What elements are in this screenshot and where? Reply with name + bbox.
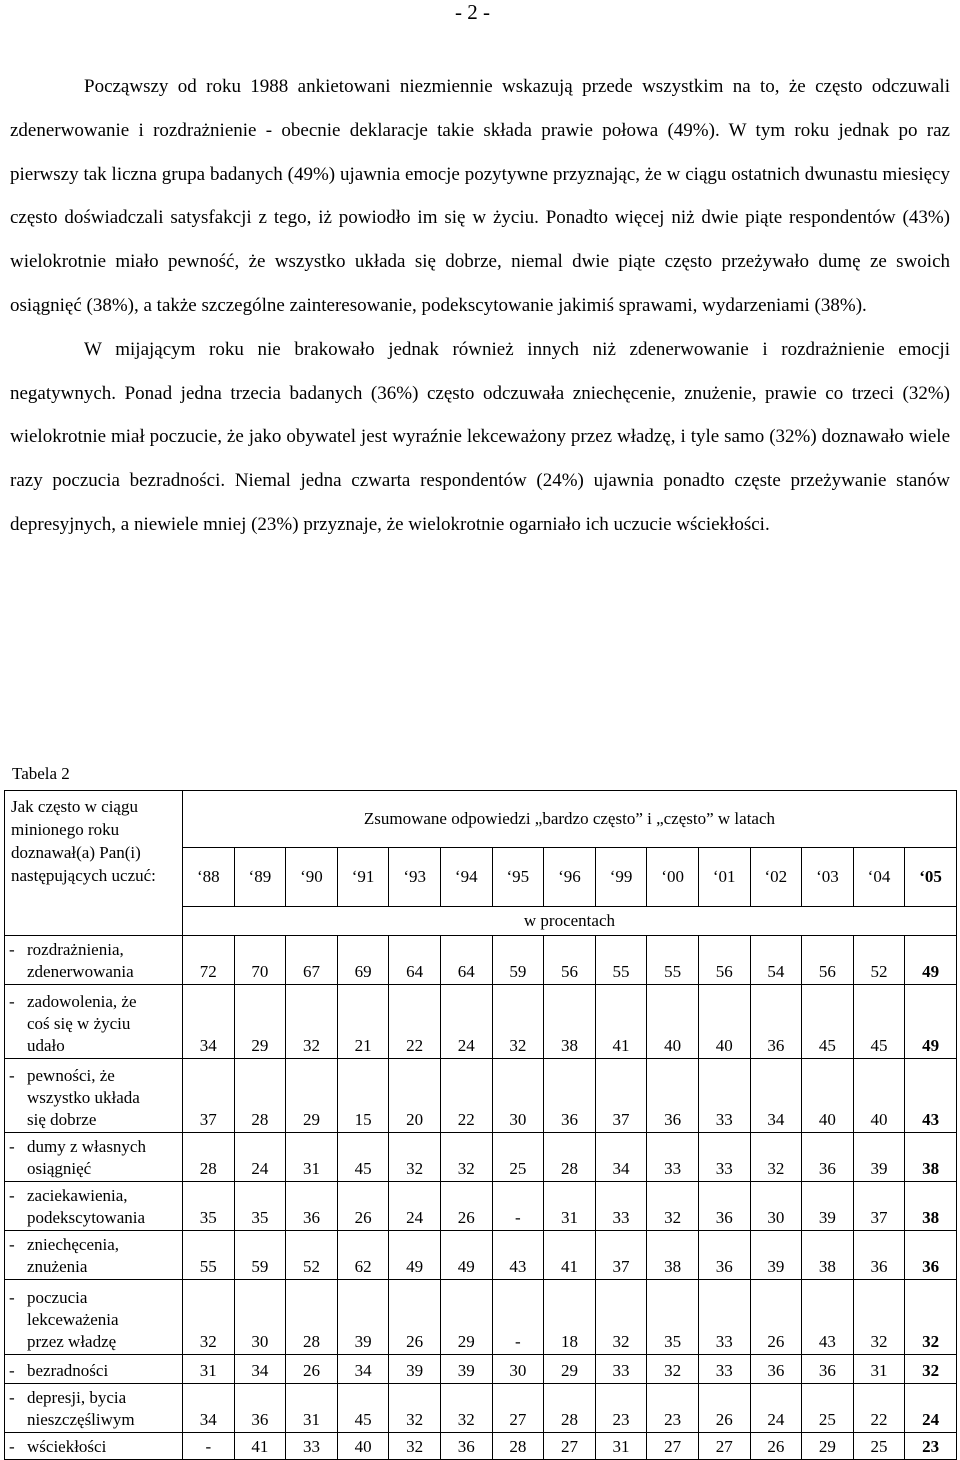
table-cell: 41 xyxy=(234,1433,286,1460)
paragraph-2: W mijającym roku nie brakowało jednak również innych niż zdenerwowanie i rozdrażnienie emocji negatywnych. Ponad jedna trzecia badanych (36%) często odczuwała zniechęcenie, znużenie, prawie co trzeci (32%) wielokrotnie miał poczucie, że jako obywatel jest wyraźnie lekceważony przez władzę, i tyle samo (32%) doznawało wiele razy poczucia bezradności. Niemal jedna czwarta respondentów (24%) ujawnia ponadto częste przeżywanie stanów depresyjnych, a niewiele mniej (23%) przyznaje, że wielokrotnie ogarniało ich uczucie wściekłości. xyxy=(10,338,950,535)
table-cell: 39 xyxy=(440,1355,492,1384)
table-cell: 38 xyxy=(647,1231,699,1280)
table-cell: 38 xyxy=(905,1133,957,1182)
table-cell: 59 xyxy=(492,936,544,985)
table-cell: 31 xyxy=(183,1355,235,1384)
table-cell: 32 xyxy=(750,1133,802,1182)
table-cell: 32 xyxy=(389,1433,441,1460)
table-cell: 56 xyxy=(544,936,596,985)
row-label-line: rozdrażnienia, xyxy=(27,940,124,959)
table-cell: 40 xyxy=(647,985,699,1059)
row-dash: - xyxy=(9,1137,15,1156)
data-table xyxy=(4,790,957,1460)
table-cell: 31 xyxy=(853,1355,905,1384)
row-label-line: podekscytowania xyxy=(27,1208,146,1227)
table-row xyxy=(5,1433,957,1460)
year-header: ‘01 xyxy=(698,848,750,907)
table-cell: 49 xyxy=(905,985,957,1059)
table-cell: 62 xyxy=(337,1231,389,1280)
table-cell: 49 xyxy=(389,1231,441,1280)
table-cell: 28 xyxy=(286,1280,338,1355)
row-dash: - xyxy=(9,940,15,959)
table-cell: 41 xyxy=(595,985,647,1059)
table-cell: 31 xyxy=(286,1384,338,1433)
table-cell: 36 xyxy=(853,1231,905,1280)
table-cell: 15 xyxy=(337,1059,389,1133)
row-label-line: zaciekawienia, xyxy=(27,1186,128,1205)
table-cell: 28 xyxy=(183,1133,235,1182)
table-cell: 32 xyxy=(440,1133,492,1182)
table-cell: 32 xyxy=(595,1280,647,1355)
stub-header: Jak często w ciągu minionego roku doznawał(a) Pan(i) następujących uczuć: xyxy=(5,791,183,936)
table-row xyxy=(5,1355,957,1384)
table-cell: 29 xyxy=(286,1059,338,1133)
table-cell: 26 xyxy=(337,1182,389,1231)
table-cell: 30 xyxy=(492,1355,544,1384)
row-label xyxy=(5,985,183,1059)
table-row xyxy=(5,985,957,1059)
year-header: ‘05 xyxy=(905,848,957,907)
row-dash: - xyxy=(9,1066,15,1085)
table-cell: 25 xyxy=(802,1384,854,1433)
table-cell: 28 xyxy=(544,1384,596,1433)
table-cell: 27 xyxy=(492,1384,544,1433)
row-label-line: znużenia xyxy=(27,1257,88,1276)
table-cell: 40 xyxy=(802,1059,854,1133)
table-cell: 31 xyxy=(286,1133,338,1182)
table-cell: 32 xyxy=(647,1182,699,1231)
table-cell: 34 xyxy=(750,1059,802,1133)
table-cell: 32 xyxy=(389,1133,441,1182)
table-cell: 41 xyxy=(544,1231,596,1280)
table-cell: 29 xyxy=(802,1433,854,1460)
table-cell: 36 xyxy=(234,1384,286,1433)
year-header: ‘02 xyxy=(750,848,802,907)
table-cell: 25 xyxy=(853,1433,905,1460)
table-cell: 30 xyxy=(492,1059,544,1133)
table-cell: 36 xyxy=(750,1355,802,1384)
table-cell: 24 xyxy=(389,1182,441,1231)
table-cell: 27 xyxy=(544,1433,596,1460)
table-cell: 40 xyxy=(698,985,750,1059)
table-cell: - xyxy=(492,1280,544,1355)
year-header: ‘93 xyxy=(389,848,441,907)
row-dash: - xyxy=(9,1288,15,1307)
table-cell: 39 xyxy=(853,1133,905,1182)
table-cell: 40 xyxy=(853,1059,905,1133)
row-label xyxy=(5,1231,183,1280)
table-cell: 26 xyxy=(750,1280,802,1355)
paragraph-1: Począwszy od roku 1988 ankietowani niezmiennie wskazują przede wszystkim na to, że często odczuwali zdenerwowanie i rozdrażnienie - obecnie deklaracje takie składa prawie połowa (49%). W tym roku jednak po raz pierwszy tak liczna grupa badanych (49%) ujawnia emocje pozytywne przyznając, że w ciągu ostatnich dwunastu miesięcy często doświadczali satysfakcji z tego, iż powiodło im się w życiu. Ponadto więcej niż dwie piąte respondentów (43%) wielokrotnie miało pewność, że wszystko układa się dobrze, niemal dwie piąte często przeżywało dumę ze swoich osiągnięć (38%), a także szczególne zainteresowanie, podekscytowanie jakimiś sprawami, wydarzeniami (38%). xyxy=(10,76,950,316)
table-cell: 26 xyxy=(698,1384,750,1433)
table-cell: 34 xyxy=(337,1355,389,1384)
table-cell: 29 xyxy=(440,1280,492,1355)
table-header-row-group xyxy=(5,791,957,848)
row-dash: - xyxy=(9,1235,15,1254)
table-cell: 34 xyxy=(234,1355,286,1384)
row-label-line: bezradności xyxy=(27,1361,109,1380)
table-cell: 32 xyxy=(905,1280,957,1355)
table-cell: 39 xyxy=(750,1231,802,1280)
page-number: - 2 - xyxy=(455,0,490,24)
table-cell: 36 xyxy=(698,1182,750,1231)
table-cell: 70 xyxy=(234,936,286,985)
row-label-line: się dobrze xyxy=(27,1110,97,1129)
table-cell: 24 xyxy=(234,1133,286,1182)
table-cell: 36 xyxy=(750,985,802,1059)
row-label-line: coś się w życiu xyxy=(27,1014,131,1033)
year-header: ‘91 xyxy=(337,848,389,907)
row-label-line: dumy z własnych xyxy=(27,1137,146,1156)
table-cell: 36 xyxy=(440,1433,492,1460)
table-cell: 18 xyxy=(544,1280,596,1355)
table-cell: 28 xyxy=(492,1433,544,1460)
table-cell: 24 xyxy=(905,1384,957,1433)
year-header: ‘88 xyxy=(183,848,235,907)
table-cell: 31 xyxy=(595,1433,647,1460)
table-cell: 36 xyxy=(544,1059,596,1133)
table-cell: 22 xyxy=(440,1059,492,1133)
table-cell: 67 xyxy=(286,936,338,985)
row-label xyxy=(5,1280,183,1355)
table-cell: 28 xyxy=(234,1059,286,1133)
year-header: ‘96 xyxy=(544,848,596,907)
table-cell: 37 xyxy=(595,1231,647,1280)
table-cell: 33 xyxy=(698,1280,750,1355)
table-cell: 32 xyxy=(286,985,338,1059)
year-header: ‘89 xyxy=(234,848,286,907)
table-cell: 28 xyxy=(544,1133,596,1182)
table-cell: 37 xyxy=(183,1059,235,1133)
table-cell: 34 xyxy=(595,1133,647,1182)
table-cell: 49 xyxy=(440,1231,492,1280)
row-label xyxy=(5,1384,183,1433)
table-cell: 29 xyxy=(234,985,286,1059)
table-cell: 39 xyxy=(802,1182,854,1231)
table-cell: 32 xyxy=(492,985,544,1059)
table-cell: 49 xyxy=(905,936,957,985)
row-label-line: lekceważenia xyxy=(27,1310,119,1329)
row-label-line: zadowolenia, że xyxy=(27,992,137,1011)
table-cell: 33 xyxy=(698,1059,750,1133)
table-cell: 34 xyxy=(183,985,235,1059)
row-dash: - xyxy=(9,1388,15,1407)
table-cell: 32 xyxy=(853,1280,905,1355)
table-cell: 45 xyxy=(337,1133,389,1182)
table-cell: 24 xyxy=(750,1384,802,1433)
year-header: ‘94 xyxy=(440,848,492,907)
table-cell: 31 xyxy=(544,1182,596,1231)
row-dash: - xyxy=(9,1437,15,1456)
unit-header: w procentach xyxy=(183,907,957,936)
table-cell: 23 xyxy=(595,1384,647,1433)
table-cell: 45 xyxy=(337,1384,389,1433)
table-cell: 27 xyxy=(698,1433,750,1460)
row-label xyxy=(5,1182,183,1231)
table-cell: 43 xyxy=(492,1231,544,1280)
table-cell: 43 xyxy=(802,1280,854,1355)
group-header: Zsumowane odpowiedzi „bardzo często” i „często” w latach xyxy=(183,791,957,848)
table-cell: 29 xyxy=(544,1355,596,1384)
table-cell: 22 xyxy=(389,985,441,1059)
table-cell: 32 xyxy=(647,1355,699,1384)
table-cell: 32 xyxy=(440,1384,492,1433)
table-cell: 33 xyxy=(595,1355,647,1384)
table-caption: Tabela 2 xyxy=(12,764,70,783)
table-cell: 21 xyxy=(337,985,389,1059)
table-cell: 64 xyxy=(389,936,441,985)
table-cell: 56 xyxy=(698,936,750,985)
table-cell: 54 xyxy=(750,936,802,985)
table-cell: 26 xyxy=(440,1182,492,1231)
year-header: ‘00 xyxy=(647,848,699,907)
table-cell: 36 xyxy=(698,1231,750,1280)
row-label-line: zdenerwowania xyxy=(27,962,134,981)
table-cell: 24 xyxy=(440,985,492,1059)
row-label-line: nieszczęśliwym xyxy=(27,1410,135,1429)
table-cell: 20 xyxy=(389,1059,441,1133)
table-cell: 36 xyxy=(905,1231,957,1280)
table-cell: 23 xyxy=(647,1384,699,1433)
row-label-line: poczucia xyxy=(27,1288,88,1307)
table-row xyxy=(5,1231,957,1280)
table-cell: 36 xyxy=(286,1182,338,1231)
table-cell: 35 xyxy=(647,1280,699,1355)
table-cell: 33 xyxy=(595,1182,647,1231)
table-cell: 36 xyxy=(802,1355,854,1384)
row-label-line: przez władzę xyxy=(27,1332,117,1351)
table-cell: 34 xyxy=(183,1384,235,1433)
body-text xyxy=(10,65,950,547)
table-cell: 30 xyxy=(234,1280,286,1355)
table-row xyxy=(5,936,957,985)
row-dash: - xyxy=(9,1361,15,1380)
table-cell: 37 xyxy=(595,1059,647,1133)
row-label xyxy=(5,1133,183,1182)
year-header: ‘99 xyxy=(595,848,647,907)
row-label-line: zniechęcenia, xyxy=(27,1235,120,1254)
table-cell: 32 xyxy=(389,1384,441,1433)
table-cell: 22 xyxy=(853,1384,905,1433)
table-cell: 26 xyxy=(389,1280,441,1355)
row-label xyxy=(5,936,183,985)
row-dash: - xyxy=(9,992,15,1011)
table-cell: 33 xyxy=(647,1133,699,1182)
table-row xyxy=(5,1182,957,1231)
row-dash: - xyxy=(9,1186,15,1205)
year-header: ‘04 xyxy=(853,848,905,907)
row-label-line: depresji, bycia xyxy=(27,1388,127,1407)
row-label xyxy=(5,1355,183,1384)
table-row xyxy=(5,1384,957,1433)
row-label-line: osiągnięć xyxy=(27,1159,92,1178)
table-cell: 39 xyxy=(389,1355,441,1384)
table-cell: 25 xyxy=(492,1133,544,1182)
table-cell: 72 xyxy=(183,936,235,985)
table-cell: 56 xyxy=(802,936,854,985)
table-cell: 59 xyxy=(234,1231,286,1280)
table-cell: 26 xyxy=(750,1433,802,1460)
table-cell: 45 xyxy=(802,985,854,1059)
table-cell: 52 xyxy=(286,1231,338,1280)
table-cell: - xyxy=(183,1433,235,1460)
table-cell: 30 xyxy=(750,1182,802,1231)
table-cell: 55 xyxy=(647,936,699,985)
table-cell: 55 xyxy=(595,936,647,985)
row-label-line: udało xyxy=(27,1036,65,1055)
table-cell: 38 xyxy=(905,1182,957,1231)
table-cell: 55 xyxy=(183,1231,235,1280)
row-label xyxy=(5,1433,183,1460)
table-cell: 23 xyxy=(905,1433,957,1460)
table-cell: 64 xyxy=(440,936,492,985)
table-cell: 33 xyxy=(286,1433,338,1460)
table-cell: 35 xyxy=(183,1182,235,1231)
year-header: ‘95 xyxy=(492,848,544,907)
table-cell: 43 xyxy=(905,1059,957,1133)
table-cell: 36 xyxy=(647,1059,699,1133)
table-row xyxy=(5,1059,957,1133)
table-cell: 45 xyxy=(853,985,905,1059)
year-header: ‘90 xyxy=(286,848,338,907)
table-cell: 26 xyxy=(286,1355,338,1384)
table-cell: - xyxy=(492,1182,544,1231)
row-label-line: pewności, że xyxy=(27,1066,115,1085)
table-cell: 52 xyxy=(853,936,905,985)
table-cell: 38 xyxy=(544,985,596,1059)
year-header: ‘03 xyxy=(802,848,854,907)
table-row xyxy=(5,1280,957,1355)
table-cell: 39 xyxy=(337,1280,389,1355)
table-cell: 33 xyxy=(698,1133,750,1182)
table-cell: 38 xyxy=(802,1231,854,1280)
table-cell: 40 xyxy=(337,1433,389,1460)
table-cell: 69 xyxy=(337,936,389,985)
row-label xyxy=(5,1059,183,1133)
table-cell: 32 xyxy=(905,1355,957,1384)
table-cell: 33 xyxy=(698,1355,750,1384)
row-label-line: wszystko układa xyxy=(27,1088,140,1107)
table-cell: 36 xyxy=(802,1133,854,1182)
table-cell: 37 xyxy=(853,1182,905,1231)
table-cell: 27 xyxy=(647,1433,699,1460)
row-label-line: wściekłości xyxy=(27,1437,107,1456)
table-cell: 32 xyxy=(183,1280,235,1355)
table-row xyxy=(5,1133,957,1182)
table-cell: 35 xyxy=(234,1182,286,1231)
